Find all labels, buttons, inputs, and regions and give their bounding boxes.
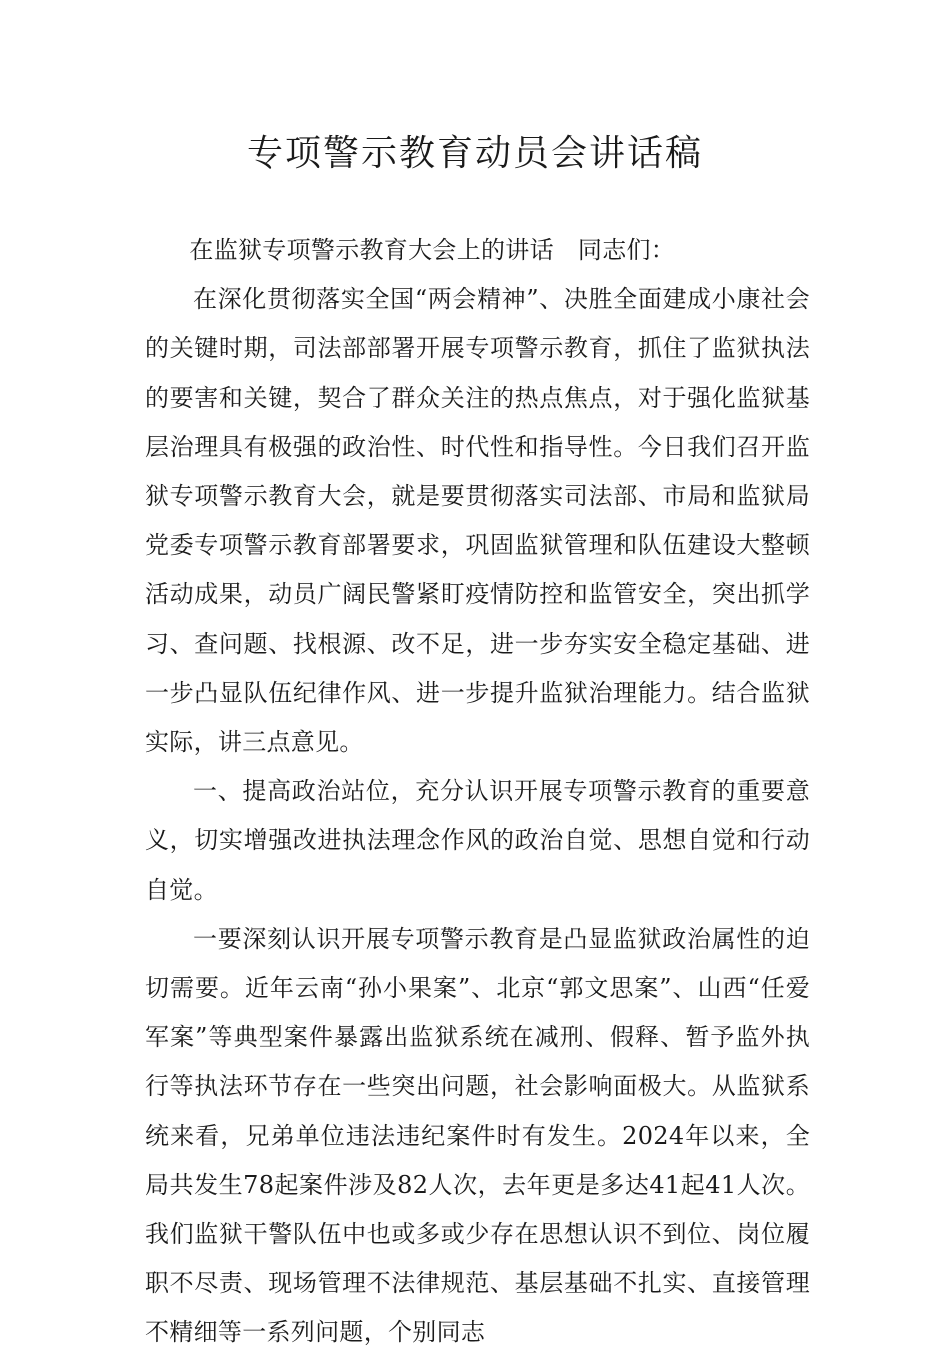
document-body [145,226,810,1358]
paragraph-opening: 在深化贯彻落实全国“两会精神”、决胜全面建成小康社会的关键时期，司法部部署开展专项警示教育，抓住了监狱执法的要害和关键，契合了群众关注的热点焦点，对于强化监狱基层治理具有极强的政治性、时代性和指导性。今日我们召开监狱专项警示教育大会，就是要贯彻落实司法部、市局和监狱局党委专项警示教育部署要求，巩固监狱管理和队伍建设大整顿活动成果，动员广阔民警紧盯疫情防控和监管安全，突出抓学习、查问题、找根源、改不足，进一步夯实安全稳定基础、进一步凸显队伍纪律作风、进一步提升监狱治理能力。结合监狱实际，讲三点意见。 [145,285,810,757]
salutation: 同志们： [577,236,676,264]
speech-occasion: 在监狱专项警示教育大会上的讲话 [189,236,554,264]
intro-line [145,226,810,275]
paragraph-section-heading-1: 一、提高政治站位，充分认识开展专项警示教育的重要意义，切实增强改进执法理念作风的政治自觉、思想自觉和行动自觉。 [145,777,810,904]
paragraph-point-1: 一要深刻认识开展专项警示教育是凸显监狱政治属性的迫切需要。近年云南“孙小果案”、北京“郭文思案”、山西“任爱军案”等典型案件暴露出监狱系统在减刑、假释、暂予监外执行等执法环节存在一些突出问题，社会影响面极大。从监狱系统来看，兄弟单位违法违纪案件时有发生。2024年以来，全局共发生78起案件涉及82人次，去年更是多达41起41人次。我们监狱干警队伍中也或多或少存在思想认识不到位、岗位履职不尽责、现场管理不法律规范、基层基础不扎实、直接管理不精细等一系列问题，个别同志 [145,924,810,1347]
document-title: 专项警示教育动员会讲话稿 [246,133,703,174]
